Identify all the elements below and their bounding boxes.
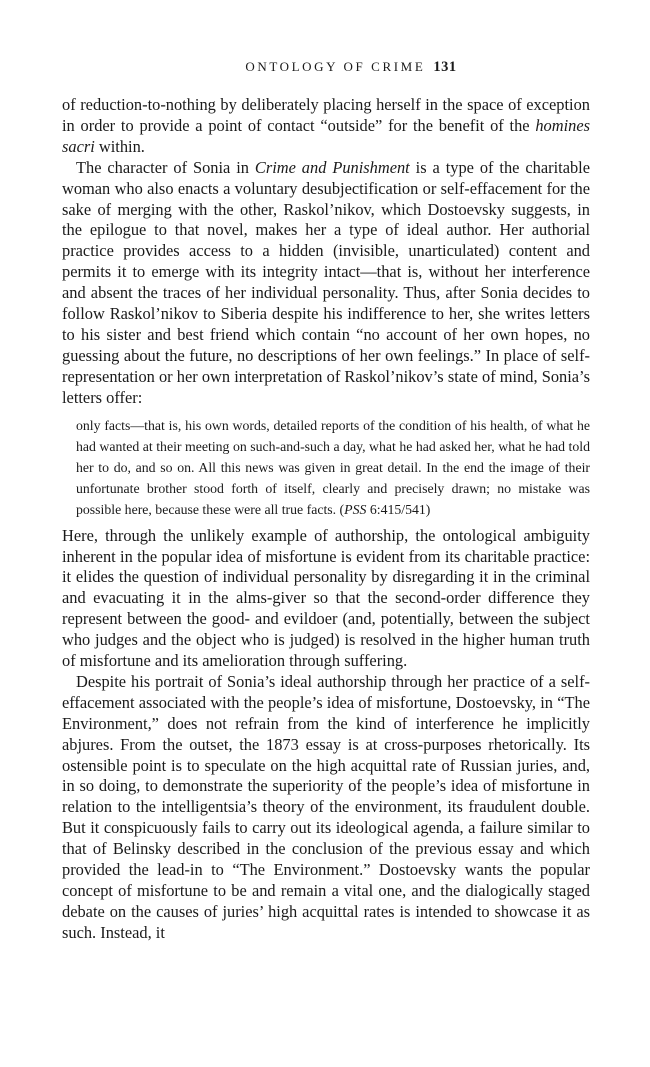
block-quotation	[76, 415, 590, 520]
paragraph-continued	[62, 95, 590, 158]
paragraph2-text-end: is a type of the charitable woman who also enacts a voluntary desubjectification or self-effacement for the sake of merging with the other, Raskol’nikov, which Dostoevsky suggests, in the epilogue to that novel, makes her a type of ideal author. Her authorial practice provides access to a hidden (invisible, unarticulated) content and permits it to emerge with its integrity intact—that is, without her interference and absent the traces of her individual personality. Thus, after Sonia decides to follow Raskol’nikov to Siberia despite his indifference to her, she writes letters to his sister and best friend which contain “no account of her own hopes, no guessing about the future, no descriptions of her own feelings.” In place of self-representation or her own interpretation of Raskol’nikov’s state of mind, Sonia’s letters offer:	[62, 157, 590, 407]
paragraph-after-quote: Here, through the unlikely example of authorship, the ontological ambiguity inherent in the popular idea of misfortune is evident from its charitable practice: it elides the question of individual personality by disregarding it in the criminal and evacuating it in the alms-giver so that the second-order difference they represent between the good- and evildoer (and, potentially, between the subject who judges and the object who is judged) is resolved in the higher human truth of misfortune and its amelioration through suffering.	[62, 525, 590, 671]
paragraph-sonia	[62, 158, 590, 409]
quote-text: only facts—that is, his own words, detailed reports of the condition of his health, of what he had wanted at their meeting on such-and-such a day, what he had asked her, what he had told her to do, and so on. All this news was given in great detail. In the end the image of their unfortunate brother stood forth of itself, clearly and precisely drawn; no mistake was possible here, because these were all true facts. (	[76, 417, 590, 517]
running-title: ONTOLOGY OF CRIME	[245, 59, 426, 74]
quote-citation: 6:415/541)	[366, 501, 431, 517]
body-text	[62, 95, 590, 944]
page-number: 131	[433, 59, 457, 75]
book-page	[62, 56, 590, 944]
paragraph2-text: The character of Sonia in	[76, 157, 255, 177]
paragraph1-text: of reduction-to-nothing by deliberately placing herself in the space of exception in order to provide a point of contact “outside” for the benefit of the	[62, 95, 590, 135]
running-head	[112, 56, 590, 78]
italic-title-crime-and-punishment: Crime and Punishment	[254, 157, 410, 177]
italic-term-homines-sacri: homines sacri	[62, 115, 590, 156]
italic-citation-pss: PSS	[344, 501, 367, 517]
paragraph-environment: Despite his portrait of Sonia’s ideal authorship through her practice of a self-effacement associated with the people’s idea of misfortune, Dostoevsky, in “The Environment,” does not refrain from the kind of interference he implicitly abjures. From the outset, the 1873 essay is at cross-purposes rhetorically. Its ostensible point is to speculate on the high acquittal rate of Russian juries, and, in so doing, to demonstrate the superiority of the people’s idea of misfortune in relation to the intelligentsia’s theory of the environment, its fraudulent double. But it conspicuously fails to carry out its ideological agenda, a failure similar to that of Belinsky described in the conclusion of the previous essay and which provided the lead-in to “The Environment.” Dostoevsky wants the popular concept of misfortune to be and remain a vital one, and the dialogically staged debate on the causes of juries’ high acquittal rates is intended to showcase it as such. Instead, it	[62, 671, 590, 942]
paragraph1-text-end: within.	[94, 136, 145, 156]
